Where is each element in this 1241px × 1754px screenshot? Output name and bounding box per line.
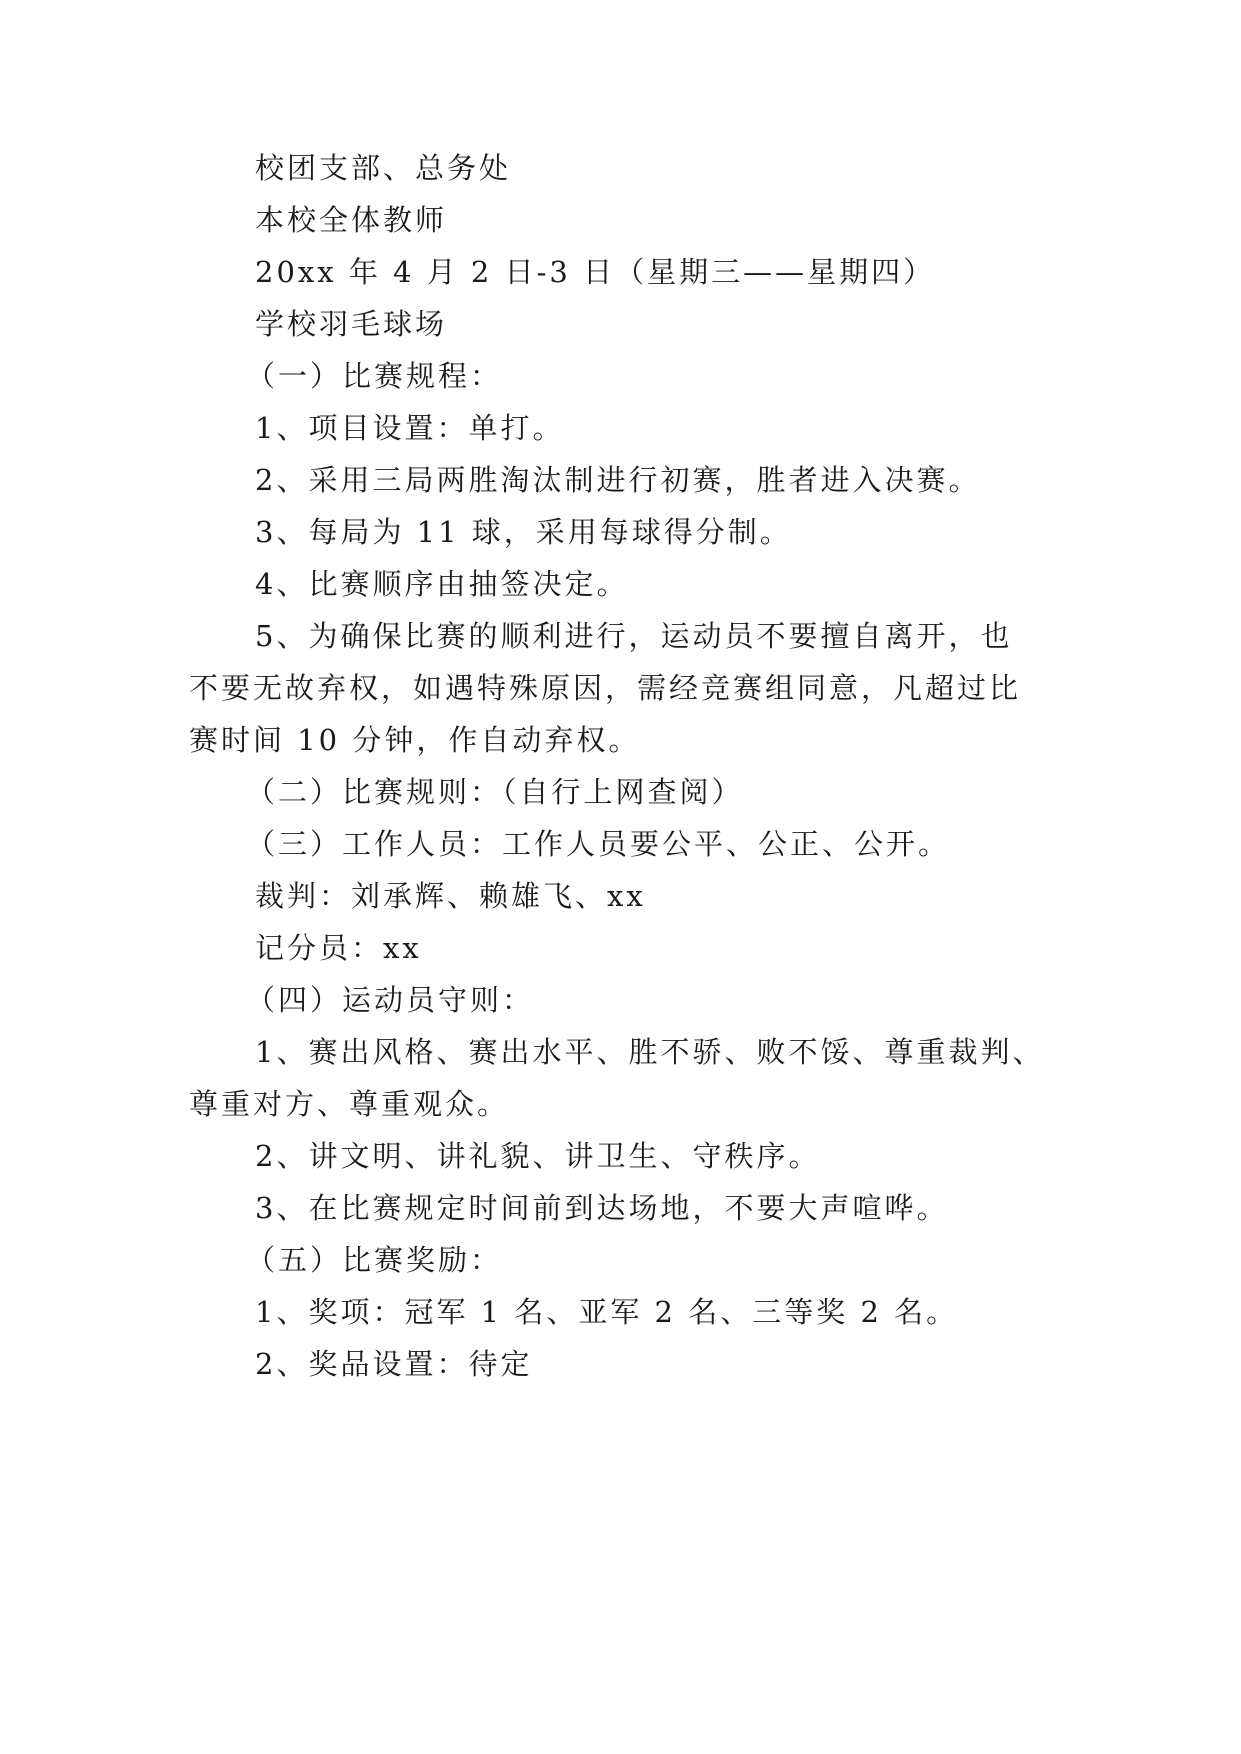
section-heading-3: （三）工作人员：工作人员要公平、公正、公开。 <box>246 827 951 861</box>
rule-item-4: 4、比赛顺序由抽签决定。 <box>255 567 629 601</box>
award-item-2: 2、奖品设置：待定 <box>255 1347 533 1381</box>
award-item-1: 1、奖项：冠军 1 名、亚军 2 名、三等奖 2 名。 <box>255 1295 959 1329</box>
conduct-item-3: 3、在比赛规定时间前到达场地，不要大声喧哗。 <box>255 1191 949 1225</box>
conduct-item-2: 2、讲文明、讲礼貌、讲卫生、守秩序。 <box>255 1139 821 1173</box>
rule-item-1: 1、项目设置：单打。 <box>255 411 565 445</box>
rule-item-5-line-3: 赛时间 10 分钟，作自动弃权。 <box>189 723 641 757</box>
date-line: 20xx 年 4 月 2 日-3 日（星期三——星期四） <box>255 255 936 289</box>
referees-line: 裁判：刘承辉、赖雄飞、xx <box>255 879 646 913</box>
organizer-line: 校团支部、总务处 <box>255 151 512 185</box>
section-heading-1: （一）比赛规程： <box>246 359 503 393</box>
section-heading-4: （四）运动员守则： <box>246 983 535 1017</box>
rule-item-5-line-1: 5、为确保比赛的顺利进行，运动员不要擅自离开，也 <box>255 619 1013 653</box>
conduct-item-1-line-2: 尊重对方、尊重观众。 <box>189 1087 510 1121</box>
conduct-item-1-line-1: 1、赛出风格、赛出水平、胜不骄、败不馁、尊重裁判、 <box>255 1035 1045 1069</box>
venue-line: 学校羽毛球场 <box>255 307 448 341</box>
rule-item-3: 3、每局为 11 球，采用每球得分制。 <box>255 515 792 549</box>
section-heading-2: （二）比赛规则：（自行上网查阅） <box>246 775 744 809</box>
rule-item-2: 2、采用三局两胜淘汰制进行初赛，胜者进入决赛。 <box>255 463 981 497</box>
section-heading-5: （五）比赛奖励： <box>246 1243 503 1277</box>
scorekeeper-line: 记分员：xx <box>255 931 422 965</box>
rule-item-5-line-2: 不要无故弃权，如遇特殊原因，需经竞赛组同意，凡超过比 <box>189 671 1022 705</box>
participants-line: 本校全体教师 <box>255 203 448 237</box>
